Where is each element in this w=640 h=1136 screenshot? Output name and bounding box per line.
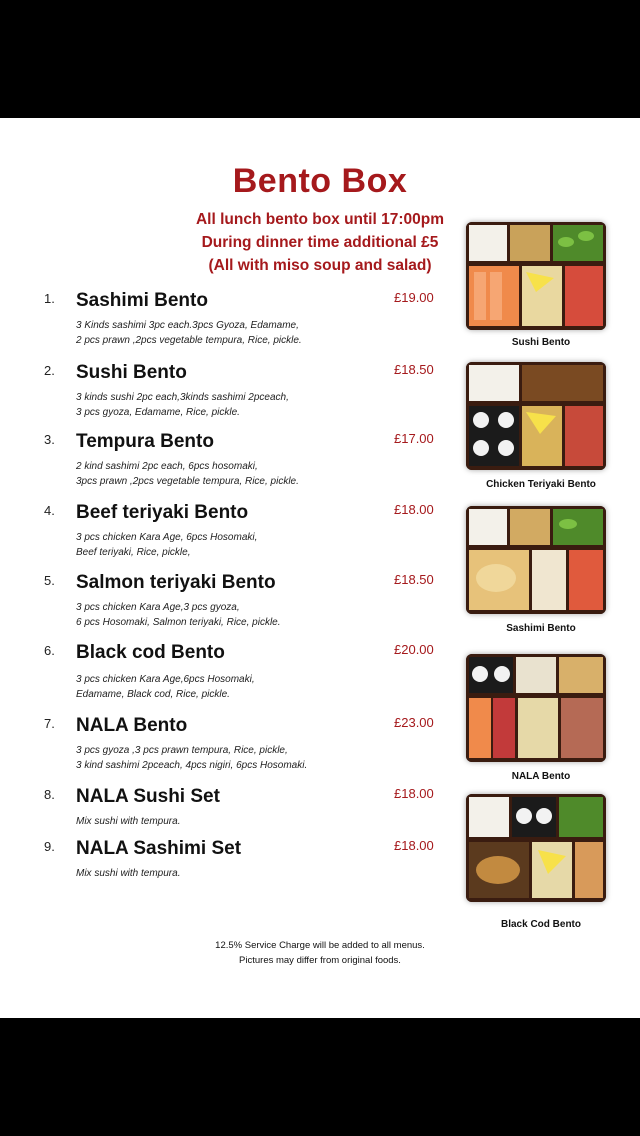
bento-photo bbox=[466, 222, 606, 330]
bento-photo bbox=[466, 362, 606, 470]
item-name: NALA Sushi Set bbox=[76, 786, 220, 807]
item-description bbox=[76, 390, 386, 420]
item-name: Tempura Bento bbox=[76, 431, 214, 452]
description-line: 2 pcs prawn ,2pcs vegetable tempura, Rice, pickle. bbox=[76, 335, 302, 346]
bento-photo bbox=[466, 506, 606, 614]
description-line: 3 pcs gyoza ,3 pcs prawn tempura, Rice, pickle, bbox=[76, 745, 288, 756]
subtitle-line: (All with miso soup and salad) bbox=[208, 257, 432, 274]
item-description bbox=[76, 814, 386, 829]
item-number: 5. bbox=[44, 573, 55, 588]
item-name: NALA Bento bbox=[76, 715, 188, 736]
item-name: Sashimi Bento bbox=[76, 290, 208, 311]
description-line: 3 kinds sushi 2pc each,3kinds sashimi 2pceach, bbox=[76, 392, 289, 403]
item-description bbox=[76, 318, 386, 348]
description-line: Beef teriyaki, Rice, pickle, bbox=[76, 547, 191, 558]
description-line: 6 pcs Hosomaki, Salmon teriyaki, Rice, pickle. bbox=[76, 617, 281, 628]
description-line: 3 pcs gyoza, Edamame, Rice, pickle. bbox=[76, 407, 240, 418]
subtitle-line: All lunch bento box until 17:00pm bbox=[195, 211, 444, 228]
item-name: NALA Sashimi Set bbox=[76, 838, 242, 859]
item-name: Beef teriyaki Bento bbox=[76, 502, 249, 523]
item-name: Sushi Bento bbox=[76, 362, 187, 383]
item-description bbox=[76, 600, 386, 630]
item-description bbox=[76, 866, 386, 881]
item-price: £18.00 bbox=[394, 786, 434, 801]
service-charge-note: 12.5% Service Charge will be added to all menus. bbox=[215, 940, 425, 951]
item-name: Black cod Bento bbox=[76, 642, 225, 663]
description-line: 3pcs prawn ,2pcs vegetable tempura, Rice, pickle. bbox=[76, 476, 299, 487]
item-number: 3. bbox=[44, 432, 55, 447]
item-number: 2. bbox=[44, 363, 55, 378]
item-number: 6. bbox=[44, 643, 55, 658]
item-price: £18.00 bbox=[394, 502, 434, 517]
item-price: £18.00 bbox=[394, 838, 434, 853]
bento-photo bbox=[466, 654, 606, 762]
menu-title: Bento Box bbox=[232, 162, 408, 200]
item-number: 8. bbox=[44, 787, 55, 802]
description-line: 2 kind sashimi 2pc each, 6pcs hosomaki, bbox=[76, 461, 258, 472]
description-line: 3 pcs chicken Kara Age,3 pcs gyoza, bbox=[76, 602, 240, 613]
item-number: 9. bbox=[44, 839, 55, 854]
item-name: Salmon teriyaki Bento bbox=[76, 572, 276, 593]
photo-caption: NALA Bento bbox=[511, 771, 571, 782]
photo-caption: Black Cod Bento bbox=[500, 919, 581, 930]
description-line: 3 pcs chicken Kara Age, 6pcs Hosomaki, bbox=[76, 532, 258, 543]
item-price: £19.00 bbox=[394, 290, 434, 305]
item-price: £18.50 bbox=[394, 362, 434, 377]
item-description bbox=[76, 530, 386, 560]
bento-photo bbox=[466, 794, 606, 902]
description-line: Mix sushi with tempura. bbox=[76, 868, 181, 879]
menu-subtitle bbox=[120, 208, 520, 277]
item-price: £23.00 bbox=[394, 715, 434, 730]
subtitle-line: During dinner time additional £5 bbox=[201, 234, 439, 251]
item-number: 7. bbox=[44, 716, 55, 731]
description-line: Edamame, Black cod, Rice, pickle. bbox=[76, 689, 230, 700]
item-number: 1. bbox=[44, 291, 55, 306]
item-number: 4. bbox=[44, 503, 55, 518]
item-price: £18.50 bbox=[394, 572, 434, 587]
item-description bbox=[76, 672, 386, 702]
description-line: 3 pcs chicken Kara Age,6pcs Hosomaki, bbox=[76, 674, 255, 685]
item-price: £17.00 bbox=[394, 431, 434, 446]
pictures-note: Pictures may differ from original foods. bbox=[239, 955, 401, 966]
photo-caption: Sashimi Bento bbox=[506, 623, 576, 634]
item-description bbox=[76, 743, 386, 773]
item-description bbox=[76, 459, 386, 489]
description-line: 3 Kinds sashimi 3pc each.3pcs Gyoza, Edamame, bbox=[76, 320, 299, 331]
photo-caption: Chicken Teriyaki Bento bbox=[486, 479, 596, 490]
description-line: Mix sushi with tempura. bbox=[76, 816, 181, 827]
menu-page bbox=[0, 118, 640, 1018]
description-line: 3 kind sashimi 2pceach, 4pcs nigiri, 6pcs Hosomaki. bbox=[76, 760, 308, 771]
item-price: £20.00 bbox=[394, 642, 434, 657]
menu-footer bbox=[120, 938, 520, 968]
photo-caption: Sushi Bento bbox=[511, 337, 571, 348]
